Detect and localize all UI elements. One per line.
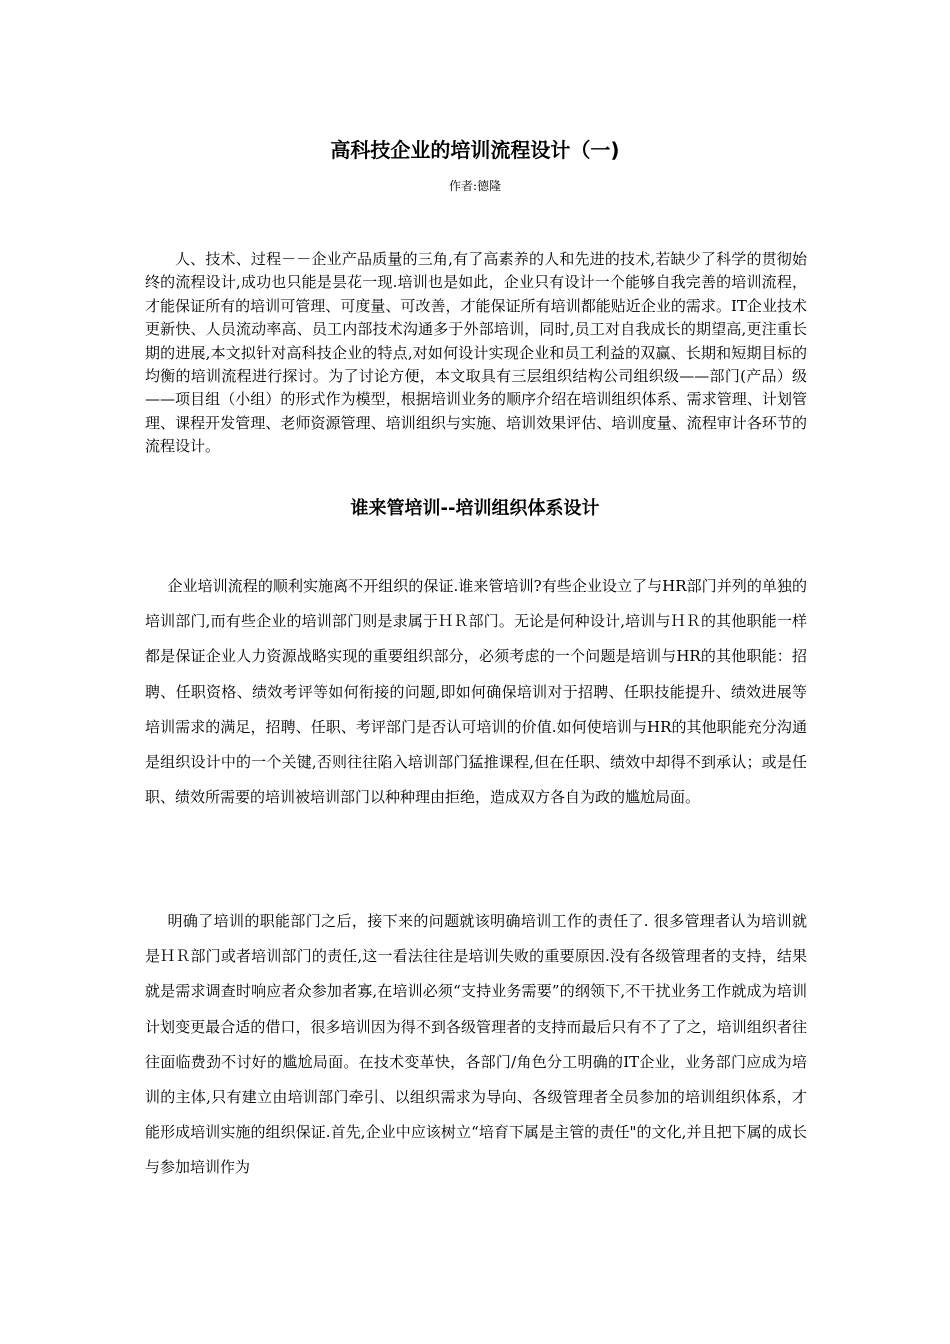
section-heading: 谁来管培训--培训组织体系设计 xyxy=(350,498,600,519)
author-line: 作者:德隆 xyxy=(448,179,502,193)
body-paragraph: 企业培训流程的顺利实施离不开组织的保证.谁来管培训?有些企业设立了与HR部门并列的单独的培训部门,而有些企业的培训部门则是隶属于ＨＲ部门。无论是何种设计,培训与ＨＲ的其他职能一样都是保证企业人力资源战略实现的重要组织部分，必须考虑的一个问题是培训与HR的其他职能：招聘、任职资格、绩效考评等如何衔接的问题,即如何确保培训对于招聘、任职技能提升、绩效进展等培训需求的满足，招聘、任职、考评部门是否认可培训的价值.如何使培训与HR的其他职能充分沟通是组织设计中的一个关键,否则往往陷入培训部门猛推课程,但在任职、绩效中却得不到承认；或是任职、绩效所需要的培训被培训部门以种种理由拒绝，造成双方各自为政的尴尬局面。 xyxy=(145,577,807,807)
body-paragraph: 明确了培训的职能部门之后，接下来的问题就该明确培训工作的责任了. 很多管理者认为培训就是ＨＲ部门或者培训部门的责任,这一看法往往是培训失败的重要原因.没有各级管理者的支持，结果就是需求调查时响应者众参加者寡,在培训必须“支持业务需要”的纲领下,不干扰业务工作就成为培训计划变更最合适的借口，很多培训因为得不到各级管理者的支持而最后只有不了了之，培训组织者往往面临费劲不讨好的尴尬局面。在技术变革快，各部门/角色分工明确的IT企业，业务部门应成为培训的主体,只有建立由培训部门牵引、以组织需求为导向、各级管理者全员参加的培训组织体系，才能形成培训实施的组织保证.首先,企业中应该树立“培育下属是主管的责任"的文化,并且把下属的成长与参加培训作为 xyxy=(145,912,807,1177)
intro-paragraph: 人、技术、过程－－企业产品质量的三角,有了高素养的人和先进的技术,若缺少了科学的贯彻始终的流程设计,成功也只能是昙花一现.培训也是如此，企业只有设计一个能够自我完善的培训流程，才能保证所有的培训可管理、可度量、可改善，才能保证所有培训都能贴近企业的需求。IT企业技术更新快、人员流动率高、员工内部技术沟通多于外部培训，同时,员工对自我成长的期望高,更注重长期的进展,本文拟针对高科技企业的特点,对如何设计实现企业和员工利益的双赢、长期和短期目标的均衡的培训流程进行探讨。为了讨论方便，本文取具有三层组织结构公司组织级——部门(产品）级——项目组（小组）的形式作为模型，根据培训业务的顺序介绍在培训组织体系、需求管理、计划管理、课程开发管理、老师资源管理、培训组织与实施、培训效果评估、培训度量、流程审计各环节的流程设计。 xyxy=(145,250,807,456)
document-title: 高科技企业的培训流程设计（一) xyxy=(330,138,620,162)
